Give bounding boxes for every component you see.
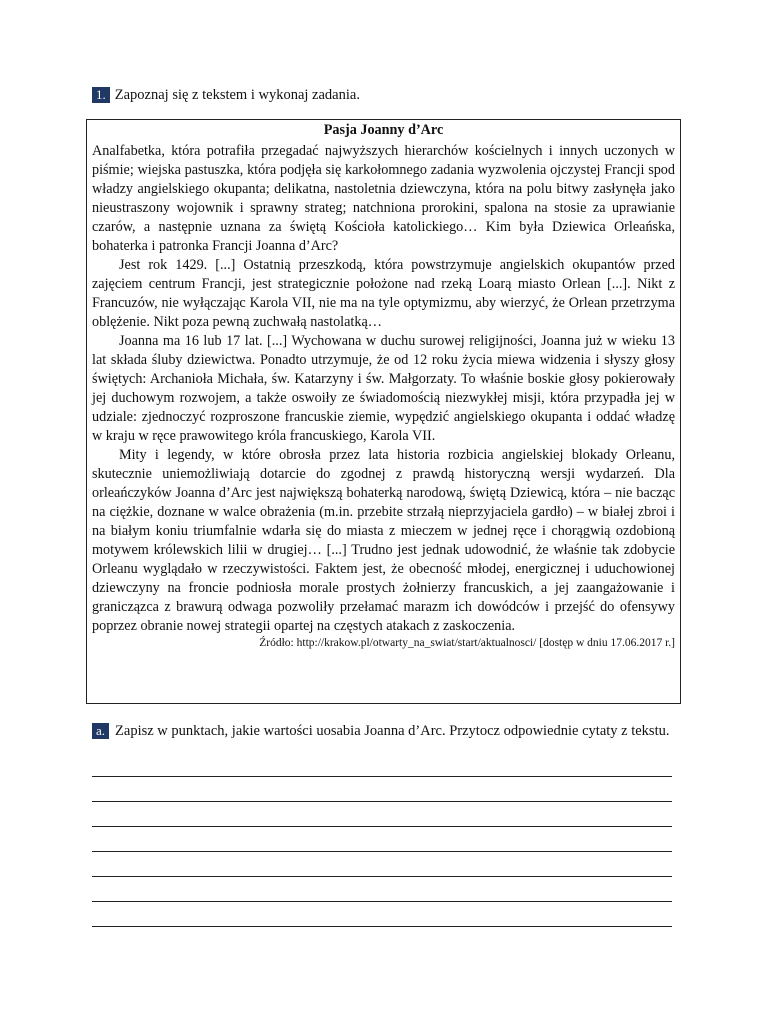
task-a-badge: a. bbox=[92, 723, 109, 739]
task-1-instruction: Zapoznaj się z tekstem i wykonaj zadania. bbox=[114, 87, 360, 103]
task-a-instruction: Zapisz w punktach, jakie wartości uosabia Joanna d’Arc. Przytocz odpowiednie cytaty z tekstu. bbox=[115, 723, 670, 739]
text-source: Źródło: http://krakow.pl/otwarty_na_swiat/start/aktualnosci/ [dostęp w dniu 17.06.2017 r.] bbox=[259, 637, 675, 649]
answer-line-6[interactable] bbox=[92, 901, 672, 902]
answer-lines bbox=[92, 0, 672, 1024]
task-number-badge: 1. bbox=[92, 87, 110, 103]
text-title: Pasja Joanny d’Arc bbox=[323, 122, 444, 138]
text-paragraph-4: Mity i legendy, w które obrosła przez lata historia rozbicia angielskiej blokady Orleanu, skutecznie uniemożliwiają dotarcie do zgodnej z prawdą historyczną wersji wydarzeń. Dla orleańczyków Joanna d’Arc jest największą bohaterką narodową, świętą Dziewicą, która – nie bacząc na ciężkie, doznane w walce obrażenia (m.in. przebite strzałą nieprzyjaciela gardło) – w białej zbroi i na białym koniu triumfalnie wdarła się do miasta z mieczem w jednej ręce i chorągwią ozdobioną motywem królewskich lilii w drugiej… [...] Trudno jest jednak udowodnić, że właśnie tak zdobycie Orleanu wyglądało w rzeczywistości. Faktem jest, że obecność młodej, energicznej i uduchowionej dziewczyny na froncie podniosła morale prostych żołnierzy francuskich, a jej zaangażowanie i graniczązca z brawurą odwaga pozwoliły przełamać marazm ich dowódców i przejść do ofensywy poprzez obranie nowej strategii opartej na częstych atakach z zaskoczenia. bbox=[92, 447, 675, 634]
text-paragraph-3: Joanna ma 16 lub 17 lat. [...] Wychowana w duchu surowej religijności, Joanna już w wieku 13 lat składa śluby dziewictwa. Ponadto utrzymuje, że od 12 roku życia miewa widzenia i słyszy głosy świętych: Archanioła Michała, św. Katarzyny i św. Małgorzaty. To właśnie boskie głosy pokierowały jej duchowym rozwojem, a także oswoiły ze świadomością niezwykłej misji, która przypadła jej w udziale: zjednoczyć rozproszone francuskie ziemie, wypędzić angielskiego okupanta i oddać władzę w kraju w ręce prawowitego króla francuskiego, Karola VII. bbox=[92, 333, 675, 444]
answer-line-1[interactable] bbox=[92, 776, 672, 777]
answer-line-4[interactable] bbox=[92, 851, 672, 852]
answer-line-5[interactable] bbox=[92, 876, 672, 877]
answer-line-7[interactable] bbox=[92, 926, 672, 927]
answer-line-3[interactable] bbox=[92, 826, 672, 827]
answer-line-2[interactable] bbox=[92, 801, 672, 802]
text-paragraph-1: Analfabetka, która potrafiła przegadać najwyższych hierarchów kościelnych i innych uczonych w piśmie; wiejska pastuszka, która podjęła się karkołomnego zadania wyzwolenia ojczystej Francji spod władzy angielskiego okupanta; delikatna, nastoletnia dziewczyna, która na polu bitwy zasłynęła jako nieustraszony wojownik i sprawny strateg; natchniona prorokini, spalona na stosie za uprawianie czarów, a następnie uznana za świętą Kościoła katolickiego… Kim była Dziewica Orleańska, bohaterka i patronka Francji Joanna d’Arc? bbox=[92, 143, 675, 254]
text-paragraph-2: Jest rok 1429. [...] Ostatnią przeszkodą, która powstrzymuje angielskich okupantów przed zajęciem centrum Francji, jest strategicznie położone nad rzeką Loarą miasto Orlean [...]. Nikt z Francuzów, nie wyłączając Karola VII, nie ma na tyle optymizmu, aby wierzyć, że Orlean przetrzyma oblężenie. Nikt poza pewną zuchwałą nastolatką… bbox=[92, 257, 675, 330]
